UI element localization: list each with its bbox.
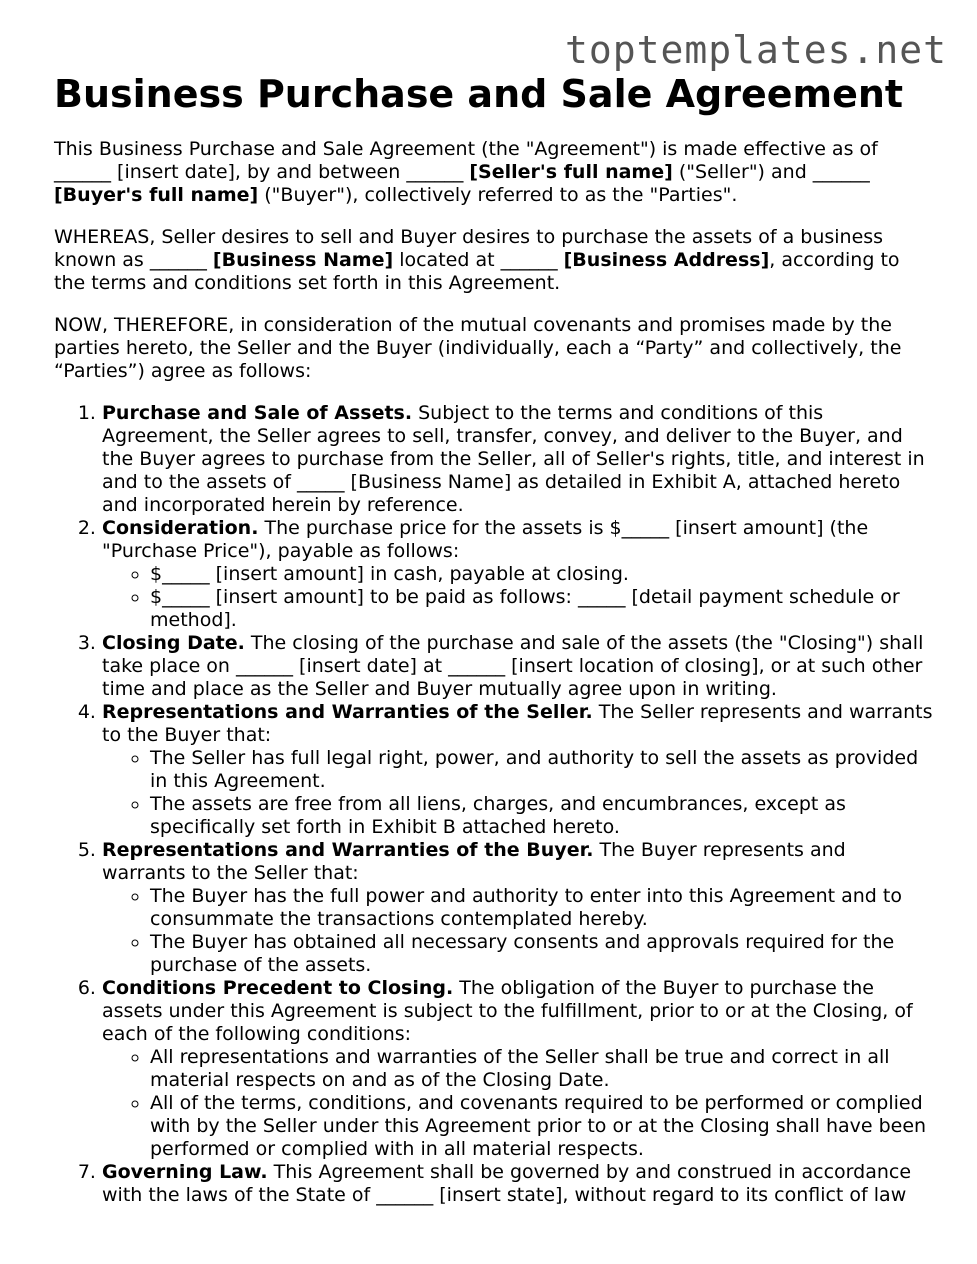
business-address-placeholder: [Business Address] bbox=[563, 249, 770, 271]
sub-list bbox=[102, 563, 934, 632]
section-item bbox=[102, 977, 934, 1161]
intro-text-3: ("Buyer"), collectively referred to as the "Parties". bbox=[258, 184, 738, 206]
section-heading: Closing Date. bbox=[102, 632, 245, 654]
intro-paragraph bbox=[54, 138, 934, 207]
now-therefore-paragraph: NOW, THEREFORE, in consideration of the mutual covenants and promises made by the parties hereto, the Seller and the Buyer (individually, each a “Party” and collectively, the “Parties”) agree as follows: bbox=[54, 314, 902, 382]
sub-list-item: ◦ The Seller has full legal right, power, and authority to sell the assets as provided in this Agreement. bbox=[150, 747, 934, 793]
section-item bbox=[102, 632, 934, 701]
section-item bbox=[102, 517, 934, 632]
sub-list bbox=[102, 1046, 934, 1161]
section-heading: Representations and Warranties of the Buyer. bbox=[102, 839, 594, 861]
intro-text-2: ("Seller") and ______ bbox=[672, 161, 870, 183]
document-title: Business Purchase and Sale Agreement bbox=[54, 72, 904, 116]
whereas-text-3: , according to the terms and conditions set forth in this Agreement. bbox=[54, 249, 900, 294]
sub-list-item: ◦ The assets are free from all liens, charges, and encumbrances, except as specifically set forth in Exhibit B attached hereto. bbox=[150, 793, 934, 839]
section-body: Subject to the terms and conditions of this Agreement, the Seller agrees to sell, transfer, convey, and deliver to the Buyer, and the Buyer agrees to purchase from the Seller, all of Seller's rights, title, and interest in and to the assets of _____ [Business Name] as detailed in Exhibit A, attached hereto and incorporated herein by reference. bbox=[102, 402, 925, 516]
business-name-placeholder: [Business Name] bbox=[212, 249, 394, 271]
section-item bbox=[102, 839, 934, 977]
section-body: The purchase price for the assets is $_____ [insert amount] (the "Purchase Price"), payable as follows: bbox=[102, 517, 869, 562]
section-heading: Purchase and Sale of Assets. bbox=[102, 402, 413, 424]
section-item bbox=[102, 701, 934, 839]
watermark: toptemplates.net bbox=[564, 28, 947, 72]
document-body bbox=[54, 72, 934, 1207]
sections-list bbox=[54, 402, 934, 1207]
sub-list-item: ◦ All of the terms, conditions, and covenants required to be performed or complied with by the Seller under this Agreement prior to or at the Closing shall have been performed or complied with in all material respects. bbox=[150, 1092, 934, 1161]
section-item bbox=[102, 402, 934, 517]
seller-name-placeholder: [Seller's full name] bbox=[469, 161, 673, 183]
section-heading: Consideration. bbox=[102, 517, 259, 539]
buyer-name-placeholder: [Buyer's full name] bbox=[54, 184, 259, 206]
section-heading: Representations and Warranties of the Seller. bbox=[102, 701, 593, 723]
sub-list-item: ◦ $_____ [insert amount] to be paid as follows: _____ [detail payment schedule or method]. bbox=[150, 586, 934, 632]
sub-list-item: ◦ The Buyer has the full power and authority to enter into this Agreement and to consummate the transactions contemplated hereby. bbox=[150, 885, 934, 931]
sub-list-item: ◦ $_____ [insert amount] in cash, payable at closing. bbox=[150, 563, 934, 586]
section-body: The closing of the purchase and sale of the assets (the "Closing") shall take place on ______ [insert date] at ______ [insert location of closing], or at such other time and place as the Seller and Buyer mutually agree upon in writing. bbox=[102, 632, 924, 700]
sub-list bbox=[102, 747, 934, 839]
section-heading: Governing Law. bbox=[102, 1161, 268, 1183]
sub-list bbox=[102, 885, 934, 977]
section-heading: Conditions Precedent to Closing. bbox=[102, 977, 454, 999]
section-body: The obligation of the Buyer to purchase the assets under this Agreement is subject to the fulfillment, prior to or at the Closing, of each of the following conditions: bbox=[102, 977, 913, 1045]
intro-text-1: This Business Purchase and Sale Agreement (the "Agreement") is made effective as of ______ [insert date], by and between ______ bbox=[54, 138, 878, 183]
whereas-text-1: WHEREAS, Seller desires to sell and Buyer desires to purchase the assets of a business known as ______ bbox=[54, 226, 884, 271]
section-item bbox=[102, 1161, 934, 1207]
sub-list-item: ◦ The Buyer has obtained all necessary consents and approvals required for the purchase of the assets. bbox=[150, 931, 934, 977]
sub-list-item: ◦ All representations and warranties of the Seller shall be true and correct in all material respects on and as of the Closing Date. bbox=[150, 1046, 934, 1092]
section-body: This Agreement shall be governed by and construed in accordance with the laws of the State of ______ [insert state], without regard to its conflict of law bbox=[102, 1161, 912, 1206]
section-body: The Buyer represents and warrants to the Seller that: bbox=[102, 839, 846, 884]
whereas-text-2: located at ______ bbox=[393, 249, 564, 271]
section-body: The Seller represents and warrants to the Buyer that: bbox=[102, 701, 933, 746]
whereas-paragraph bbox=[54, 226, 934, 295]
